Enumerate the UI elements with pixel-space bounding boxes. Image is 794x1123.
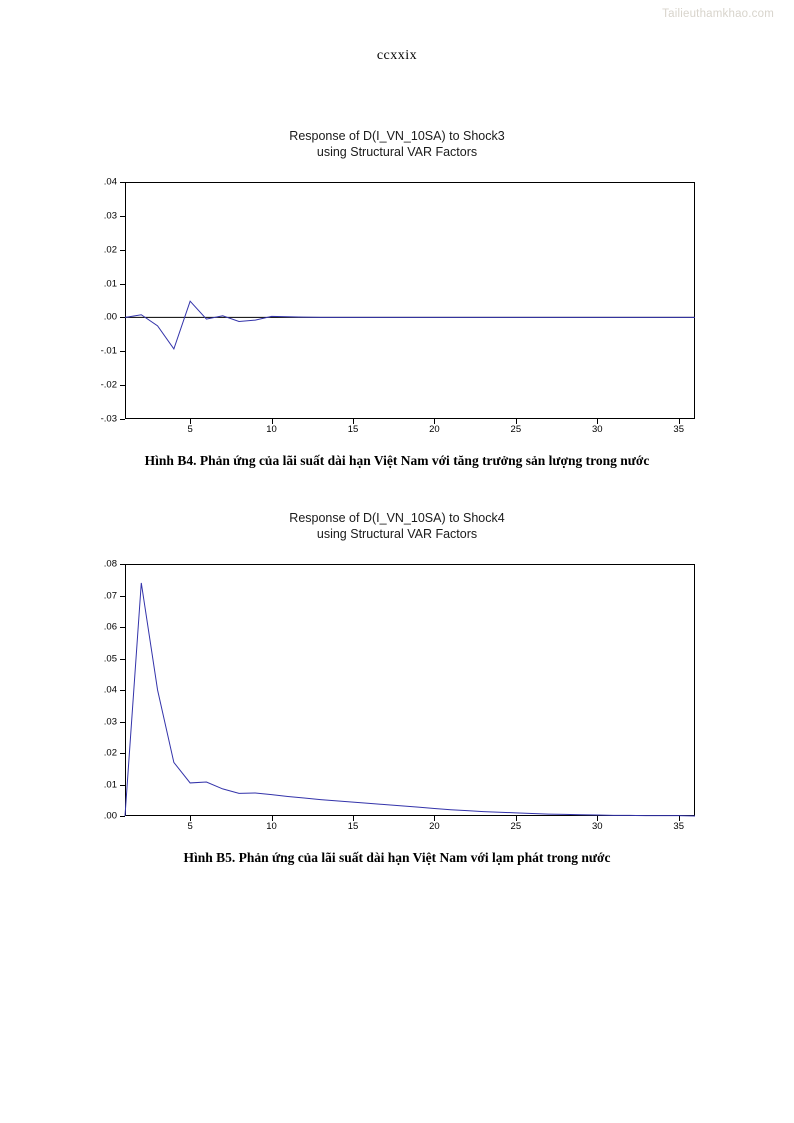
series-layer <box>77 172 717 447</box>
x-axis-tick-label: 5 <box>187 821 193 832</box>
chart1-title-line2: using Structural VAR Factors <box>316 145 478 159</box>
x-axis-tick-label: 15 <box>347 424 359 435</box>
series-layer <box>77 554 717 844</box>
figure-b5 <box>0 510 794 868</box>
y-axis-tick-label: .00 <box>103 810 117 822</box>
figure-b5-caption: Hình B5. Phản ứng của lãi suất dài hạn Việt Nam với lạm phát trong nước <box>183 850 611 865</box>
chart1-plot-area <box>77 172 717 447</box>
y-axis-tick-label: .07 <box>103 590 117 601</box>
y-axis-tick-label: .00 <box>103 311 117 323</box>
figure-b4 <box>0 128 794 471</box>
x-axis-tick-label: 20 <box>429 424 440 435</box>
y-axis-tick-label: .03 <box>103 716 117 727</box>
y-axis-tick-label: .08 <box>103 558 117 570</box>
y-axis-tick-label: -.02 <box>100 379 117 391</box>
chart2-title-line2: using Structural VAR Factors <box>316 527 478 541</box>
figure-b4-caption: Hình B4. Phản ứng của lãi suất dài hạn Việt Nam với tăng trưởng sản lượng trong nước <box>144 453 650 468</box>
x-axis-tick-label: 35 <box>673 821 684 832</box>
y-axis-tick-label: .01 <box>103 278 117 290</box>
y-axis-tick-label: .03 <box>103 210 117 222</box>
x-axis-tick-label: 20 <box>429 821 440 832</box>
x-axis-tick-label: 10 <box>266 424 277 435</box>
x-axis-tick-label: 35 <box>673 424 684 435</box>
y-axis-tick-label: .02 <box>103 244 117 256</box>
y-axis-tick-label: .04 <box>103 684 117 696</box>
x-axis-tick-label: 10 <box>266 821 277 832</box>
x-axis-tick-label: 15 <box>347 821 359 832</box>
y-axis-tick-label: .02 <box>103 747 117 759</box>
chart2-plot-area <box>77 554 717 844</box>
response-line-series <box>125 301 695 349</box>
x-axis-tick-label: 5 <box>187 424 193 435</box>
y-axis-tick-label: -.03 <box>100 413 117 425</box>
x-axis-tick-label: 30 <box>591 821 603 832</box>
y-axis-tick-label: -.01 <box>100 345 117 357</box>
y-axis-tick-label: .05 <box>103 653 117 664</box>
y-axis-tick-label: .01 <box>103 779 117 790</box>
chart1-title-line1: Response of D(I_VN_10SA) to Shock3 <box>289 129 505 143</box>
page-number: ccxxix <box>376 48 418 63</box>
y-axis-tick-label: .04 <box>103 176 117 188</box>
response-line-series <box>125 583 695 816</box>
x-axis-tick-label: 25 <box>510 424 522 435</box>
x-axis-tick-label: 30 <box>591 424 603 435</box>
site-watermark: Tailieuthamkhao.com <box>662 8 774 20</box>
y-axis-tick-label: .06 <box>103 621 117 633</box>
x-axis-tick-label: 25 <box>510 821 522 832</box>
chart2-title-line1: Response of D(I_VN_10SA) to Shock4 <box>289 511 505 525</box>
